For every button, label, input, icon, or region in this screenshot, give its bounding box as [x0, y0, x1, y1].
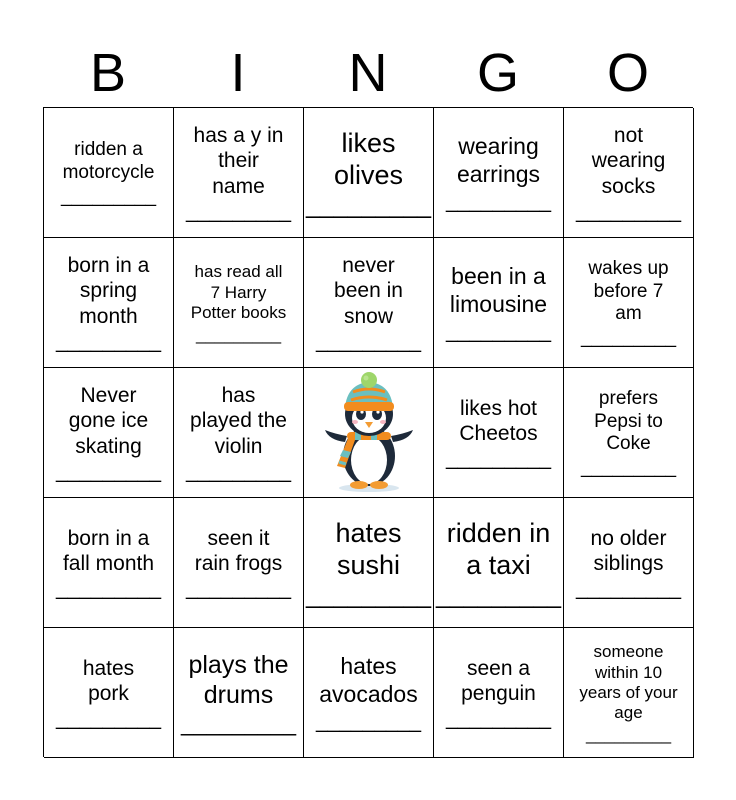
- free-space[interactable]: [304, 368, 434, 498]
- cell-text: ridden a motorcycle: [62, 139, 155, 183]
- cell-text: hates pork: [82, 656, 135, 705]
- cell-text: likes olives: [333, 127, 404, 190]
- bingo-cell[interactable]: [44, 498, 174, 628]
- bingo-cell[interactable]: [44, 628, 174, 758]
- cell-text: hates sushi: [335, 517, 402, 580]
- bingo-cell[interactable]: [434, 368, 564, 498]
- header-letter-o: O: [606, 43, 649, 103]
- cell-text: has read all 7 Harry Potter books: [190, 262, 287, 323]
- signature-line: _________: [55, 577, 162, 601]
- bingo-cell[interactable]: [564, 498, 694, 628]
- signature-line: _________: [185, 577, 292, 601]
- signature-line: _________: [305, 581, 432, 610]
- bingo-cell[interactable]: [174, 108, 304, 238]
- header-letter-b: B: [89, 43, 127, 103]
- signature-line: _________: [445, 319, 552, 343]
- cell-text: Never gone ice skating: [68, 384, 149, 458]
- cell-text: hates avocados: [319, 653, 418, 707]
- signature-line: _________: [580, 457, 677, 479]
- bingo-cell[interactable]: [174, 368, 304, 498]
- signature-line: _________: [580, 327, 677, 349]
- bingo-cell[interactable]: [44, 238, 174, 368]
- bingo-cell[interactable]: [304, 238, 434, 368]
- bingo-cell[interactable]: [564, 108, 694, 238]
- cell-text: no older siblings: [590, 526, 667, 575]
- bingo-cell[interactable]: [564, 628, 694, 758]
- cell-text: been in a limousine: [449, 263, 548, 317]
- bingo-header: [43, 40, 693, 106]
- signature-line: _________: [180, 710, 297, 736]
- bingo-cell[interactable]: [564, 238, 694, 368]
- cell-text: someone within 10 years of your age: [579, 642, 678, 723]
- cell-text: ridden in a taxi: [446, 517, 551, 580]
- signature-line: _________: [185, 199, 292, 223]
- signature-line: _________: [55, 459, 162, 483]
- signature-line: _________: [445, 707, 552, 731]
- cell-text: wearing earrings: [456, 133, 541, 187]
- bingo-cell[interactable]: [174, 498, 304, 628]
- signature-line: _________: [60, 185, 157, 207]
- signature-line: _________: [55, 707, 162, 731]
- cell-text: prefers Pepsi to Coke: [594, 387, 663, 455]
- bingo-cell[interactable]: [564, 368, 694, 498]
- header-letter-n: N: [348, 43, 388, 103]
- cell-text: seen a penguin: [461, 656, 536, 705]
- signature-line: _________: [305, 191, 432, 220]
- signature-line: _________: [435, 581, 562, 610]
- bingo-cell[interactable]: [434, 238, 564, 368]
- cell-text: has a y in their name: [193, 124, 284, 198]
- cell-text: likes hot Cheetos: [459, 396, 538, 445]
- bingo-cell[interactable]: [434, 108, 564, 238]
- signature-line: _________: [445, 447, 552, 471]
- cell-text: seen it rain frogs: [194, 526, 283, 575]
- signature-line: _________: [585, 724, 672, 744]
- cell-text: never been in snow: [334, 254, 403, 328]
- cell-text: born in a fall month: [62, 526, 155, 575]
- header-letter-g: G: [476, 43, 519, 103]
- bingo-cell[interactable]: [434, 628, 564, 758]
- signature-line: _________: [315, 329, 422, 353]
- header-letter-i: I: [230, 43, 246, 103]
- signature-line: _________: [575, 577, 682, 601]
- signature-line: _________: [195, 324, 282, 344]
- cell-text: plays the drums: [188, 651, 289, 709]
- signature-line: _________: [315, 709, 422, 733]
- signature-line: _________: [445, 189, 552, 213]
- bingo-cell[interactable]: [44, 108, 174, 238]
- bingo-cell[interactable]: [434, 498, 564, 628]
- signature-line: _________: [185, 459, 292, 483]
- cell-text: not wearing socks: [591, 124, 666, 198]
- cell-text: born in a spring month: [67, 254, 150, 328]
- cell-text: has played the violin: [190, 384, 287, 458]
- bingo-cell[interactable]: [174, 628, 304, 758]
- bingo-cell[interactable]: [304, 108, 434, 238]
- bingo-cell[interactable]: [174, 238, 304, 368]
- penguin-icon: [321, 370, 417, 496]
- signature-line: _________: [55, 329, 162, 353]
- bingo-grid: [43, 107, 693, 757]
- cell-text: wakes up before 7 am: [588, 257, 669, 325]
- signature-line: _________: [575, 199, 682, 223]
- bingo-cell[interactable]: [304, 498, 434, 628]
- bingo-cell[interactable]: [44, 368, 174, 498]
- bingo-cell[interactable]: [304, 628, 434, 758]
